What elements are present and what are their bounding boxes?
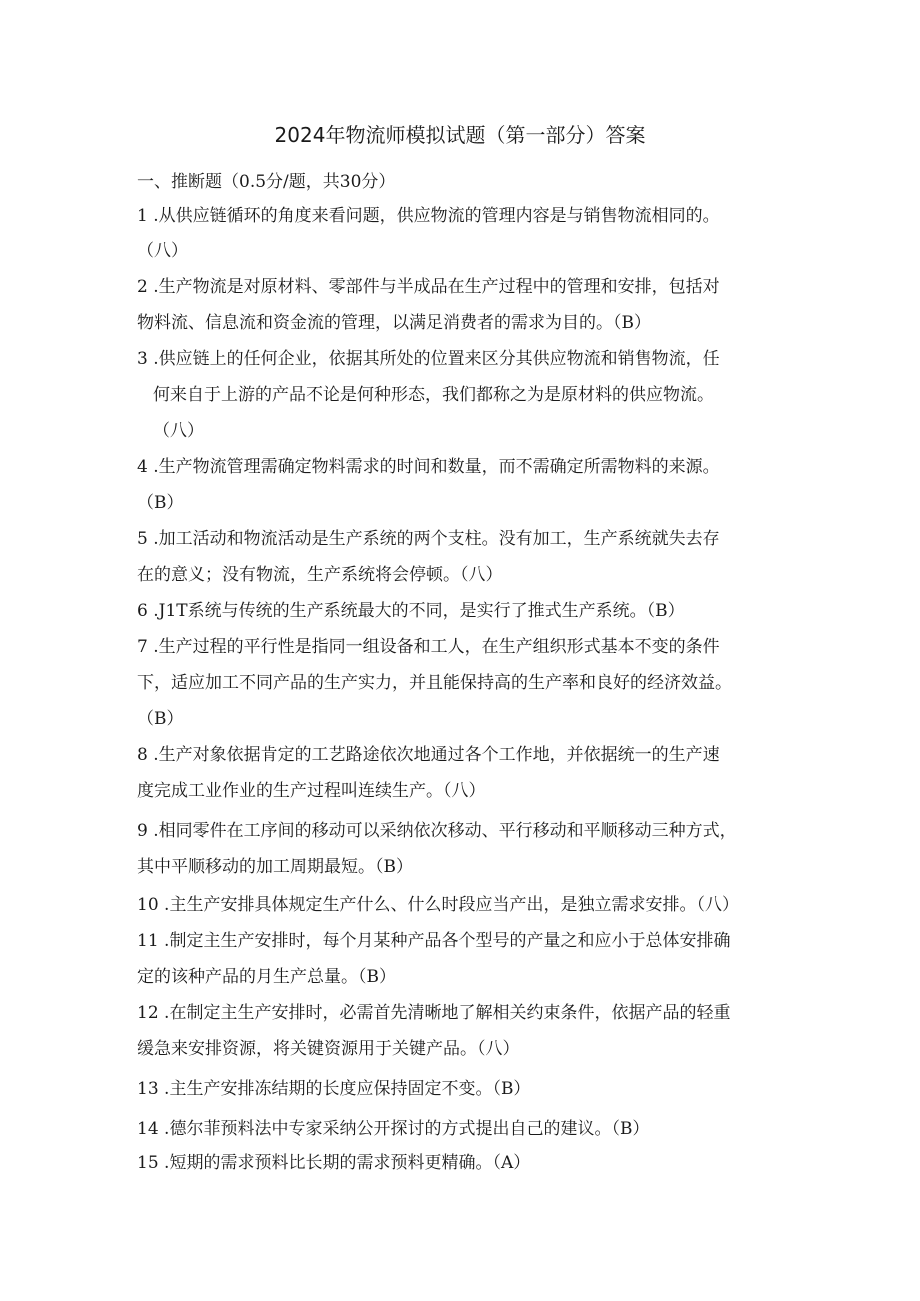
text-line: 15 .短期的需求预料比长期的需求预料更精确。（A） xyxy=(137,1153,531,1173)
text-line: 5 .加工活动和物流活动是生产系统的两个支柱。没有加工，生产系统就失去存 xyxy=(137,529,720,549)
text-line: 物料流、信息流和资金流的管理，以满足消费者的需求为目的。（B） xyxy=(137,313,651,333)
text-line: 度完成工业作业的生产过程叫连续生产。（八） xyxy=(137,781,486,801)
text-line: 4 .生产物流管理需确定物料需求的时间和数量，而不需确定所需物料的来源。 xyxy=(137,457,720,477)
text-line: 11 .制定主生产安排时，每个月某种产品各个型号的产量之和应小于总体安排确 xyxy=(137,931,731,951)
text-line: 13 .主生产安排冻结期的长度应保持固定不变。（B） xyxy=(137,1079,531,1099)
text-line: 8 .生产对象依据肯定的工艺路途依次地通过各个工作地，并依据统一的生产速 xyxy=(137,745,720,765)
text-line: 在的意义；没有物流，生产系统将会停顿。（八） xyxy=(137,565,503,585)
text-line: （八） xyxy=(137,241,188,261)
text-line: 3 .供应链上的任何企业，依据其所处的位置来区分其供应物流和销售物流，任 xyxy=(137,349,720,369)
text-line: （B） xyxy=(137,709,184,729)
text-line: （B） xyxy=(137,493,184,513)
text-line: 何来自于上游的产品不论是何种形态，我们都称之为是原材料的供应物流。 xyxy=(153,385,714,405)
document-title: 2024年物流师模拟试题（第一部分）答案 xyxy=(274,123,646,147)
text-line: 其中平顺移动的加工周期最短。（B） xyxy=(137,857,413,877)
text-line: 10 .主生产安排具体规定生产什么、什么时段应当产出，是独立需求安排。（八） xyxy=(137,895,739,915)
text-line: 14 .德尔菲预料法中专家采纳公开探讨的方式提出自己的建议。（B） xyxy=(137,1119,650,1139)
text-line: 缓急来安排资源，将关键资源用于关键产品。（八） xyxy=(137,1039,520,1059)
text-line: 定的该种产品的月生产总量。（B） xyxy=(137,967,396,987)
text-line: 6 .J1T系统与传统的生产系统最大的不同，是实行了推式生产系统。（B） xyxy=(137,601,685,621)
text-line: （八） xyxy=(153,421,204,441)
section-heading: 一、推断题（0.5分/题，共30分） xyxy=(137,172,396,192)
text-line: 下，适应加工不同产品的生产实力，并且能保持高的生产率和良好的经济效益。 xyxy=(137,673,732,693)
text-line: 9 .相同零件在工序间的移动可以采纳依次移动、平行移动和平顺移动三种方式， xyxy=(137,821,737,841)
text-line: 2 .生产物流是对原材料、零部件与半成品在生产过程中的管理和安排，包括对 xyxy=(137,277,720,297)
text-line: 7 .生产过程的平行性是指同一组设备和工人，在生产组织形式基本不变的条件 xyxy=(137,637,720,657)
text-line: 12 .在制定主生产安排时，必需首先清晰地了解相关约束条件，依据产品的轻重 xyxy=(137,1003,731,1023)
text-line: 1 .从供应链循环的角度来看问题，供应物流的管理内容是与销售物流相同的。 xyxy=(137,206,720,226)
